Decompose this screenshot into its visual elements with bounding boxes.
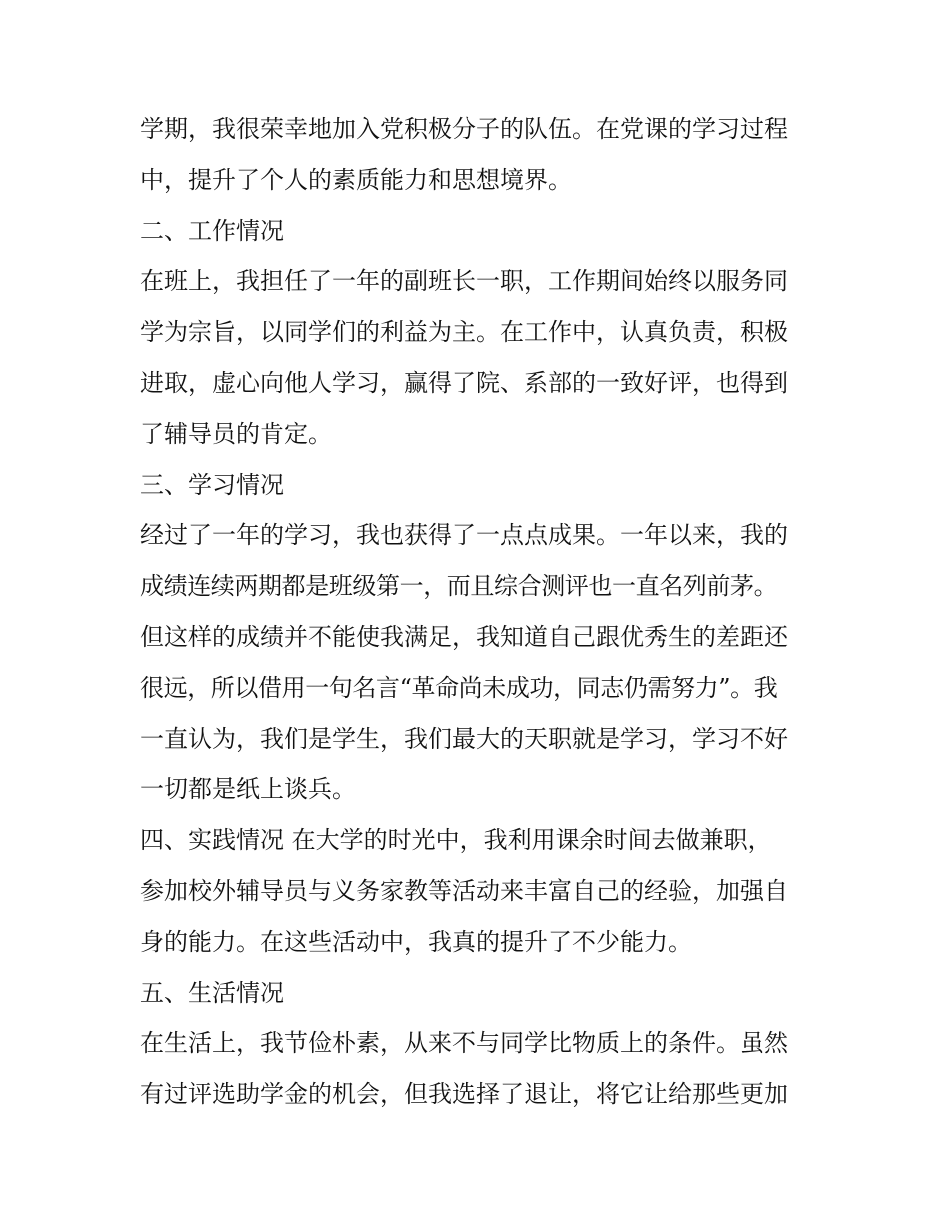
section-heading-life: 五、生活情况 bbox=[140, 978, 284, 1007]
section-heading-work: 二、工作情况 bbox=[140, 216, 284, 245]
text-line: 了辅导员的肯定。 bbox=[140, 419, 332, 448]
text-line: 成绩连续两期都是班级第一，而且综合测评也一直名列前茅。 bbox=[140, 572, 778, 601]
document-page bbox=[140, 104, 820, 1120]
section-heading-practice: 四、实践情况 在大学的时光中，我利用课余时间去做兼职， bbox=[140, 826, 772, 855]
section-heading-study: 三、学习情况 bbox=[140, 470, 284, 499]
text-line: 一直认为，我们是学生，我们最大的天职就是学习，学习不好 bbox=[140, 724, 788, 753]
text-line: 一切都是纸上谈兵。 bbox=[140, 775, 356, 804]
text-line: 经过了一年的学习，我也获得了一点点成果。一年以来，我的 bbox=[140, 521, 788, 550]
text-line: 身的能力。在这些活动中，我真的提升了不少能力。 bbox=[140, 927, 692, 956]
text-line: 在班上，我担任了一年的副班长一职，工作期间始终以服务同 bbox=[140, 267, 788, 296]
text-line: 参加校外辅导员与义务家教等活动来丰富自己的经验，加强自 bbox=[140, 876, 788, 905]
text-line: 中，提升了个人的素质能力和思想境界。 bbox=[140, 165, 572, 194]
text-line: 有过评选助学金的机会，但我选择了退让，将它让给那些更加 bbox=[140, 1080, 788, 1109]
text-line: 但这样的成绩并不能使我满足，我知道自己跟优秀生的差距还 bbox=[140, 622, 788, 651]
text-line: 在生活上，我节俭朴素，从来不与同学比物质上的条件。虽然 bbox=[140, 1029, 788, 1058]
text-line: 学为宗旨，以同学们的利益为主。在工作中，认真负责，积极 bbox=[140, 318, 788, 347]
text-line: 很远，所以借用一句名言“革命尚未成功，同志仍需努力”。我 bbox=[140, 673, 778, 702]
text-line: 学期，我很荣幸地加入党积极分子的队伍。在党课的学习过程 bbox=[140, 115, 788, 143]
text-line: 进取，虚心向他人学习，赢得了院、系部的一致好评，也得到 bbox=[140, 368, 788, 397]
